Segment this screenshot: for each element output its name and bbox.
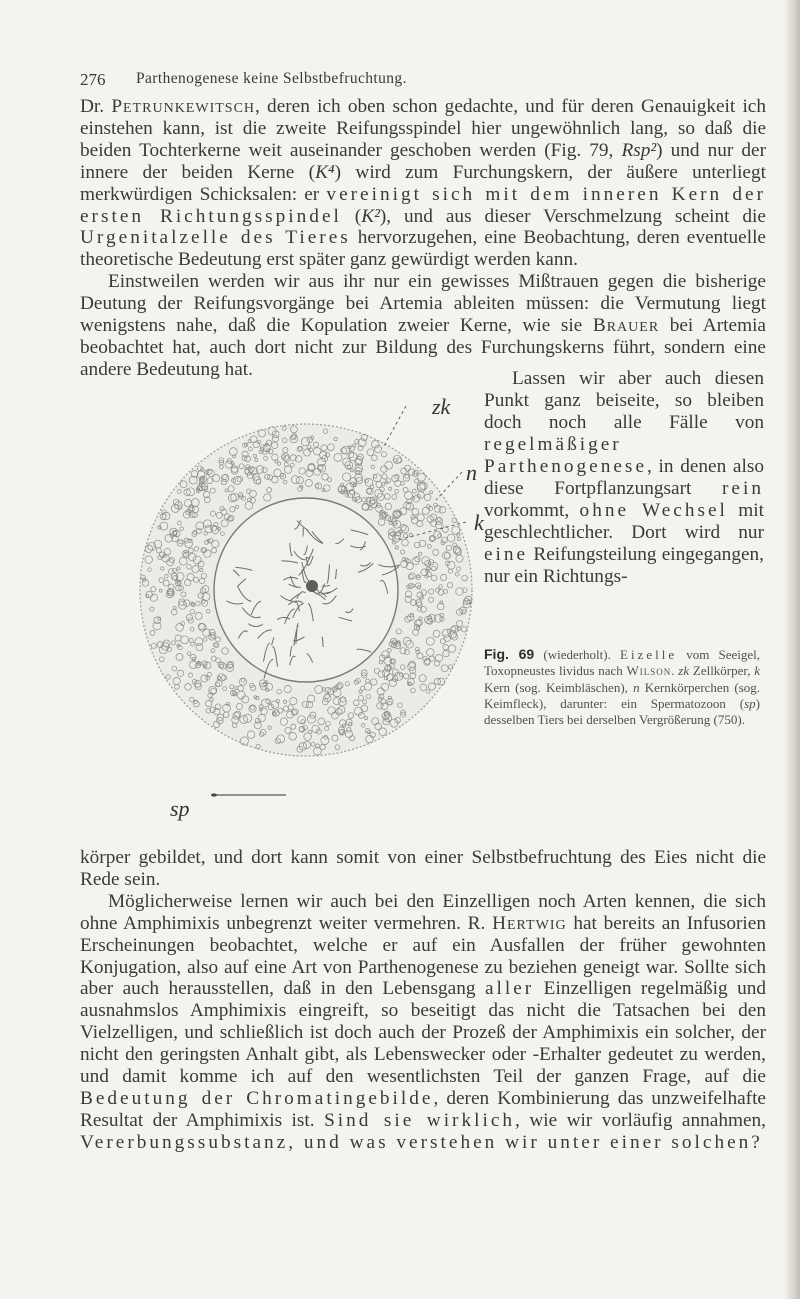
- text-run: k: [754, 663, 760, 679]
- text-run: (: [341, 205, 362, 227]
- spermatozoon-head: [211, 793, 217, 796]
- text-run: Eizelle: [620, 647, 678, 662]
- figure-caption: [484, 646, 760, 728]
- text-run: Rsp²: [621, 139, 657, 161]
- text-run: rein: [722, 478, 764, 499]
- text-run: Dr.: [80, 96, 112, 117]
- text-run: zk: [678, 663, 690, 679]
- text-run: Lassen wir aber auch diesen Punkt ganz beiseite, so bleiben doch noch alle Fälle von: [484, 368, 764, 433]
- text-run: Kernkörperchen (sog. Keimfleck), darunter: ein Spermatozoon (: [484, 679, 761, 711]
- text-run: Einstweilen werden wir aus ihr nur ein gewisses Mißtrauen gegen die bisherige Deutung der Reifungsvorgänge bei Artemia ableiten müssen: die Vermutung liegt wenigstens nahe, daß die Kopulation zweier Kerne, wie sie: [80, 271, 766, 337]
- text-run: Vererbungssubstanz, und was verstehen wir unter einer solchen?: [80, 1131, 763, 1153]
- text-run: Zellkörper,: [689, 663, 755, 679]
- text-run: eine: [484, 544, 529, 565]
- figure-egg-cell: [136, 380, 484, 830]
- text-run: Möglicherweise lernen wir auch bei den Einzelligen noch Arten kennen, die sich ohne Amphimixis unbegrenzt weiter vermehren. R.: [80, 890, 766, 934]
- text-run: (wiederholt).: [534, 647, 620, 662]
- text-run: Kern (sog. Keimbläschen),: [484, 679, 634, 695]
- text-run: , deren Kombinierung das unzweifelhafte Resultat der Amphimixis ist.: [80, 1087, 766, 1131]
- page-number: 276: [80, 70, 106, 89]
- text-run: Bedeutung der Chromatingebilde: [80, 1087, 434, 1109]
- text-run: Petrunkewitsch: [111, 96, 256, 117]
- text-run: sp: [744, 695, 756, 711]
- text-run: .: [671, 663, 679, 679]
- text-run: Reifungsteilung eingegangen, nur ein Richtungs-: [484, 544, 764, 587]
- text-run: K²: [361, 205, 380, 227]
- text-run: Einzelligen regelmäßig und ausnahmslos Amphimixis eingreift, so beseitigt das nicht die Tatsachen bei den Vielzelligen, und schließlich ist doch auch der Prozeß der Amphimixis ein solcher, der nicht den geringsten Anhalt gibt, als Lebenswecker oder -Erhalter gedeutet zu werden, und damit komme ich auf den wesentlichsten Teil der ganzen Frage, auf die: [80, 978, 767, 1088]
- text-run: , wie wir vorläufig annahmen,: [515, 1109, 766, 1131]
- text-run: hervorzugehen, eine Beobachtung, deren eventuelle theoretische Bedeutung erst später ganz gewürdigt werden kann.: [80, 227, 766, 271]
- text-run: mit geschlechtlicher. Dort wird nur: [484, 500, 764, 543]
- text-run: ) wird zum Furchungskern, der äußere unterliegt merkwürdigen Schicksalen: er: [80, 161, 766, 205]
- running-title: Parthenogenese keine Selbstbefruchtung.: [136, 70, 407, 87]
- text-run: Brauer: [592, 315, 660, 337]
- text-run: ) und nur der innere der beiden Kerne (: [80, 139, 766, 183]
- text-block-top: [80, 96, 766, 381]
- text-run: vom Seeigel, Toxopneustes lividus nach: [484, 647, 760, 679]
- paragraph-2: [80, 271, 766, 381]
- text-run: , deren ich oben schon gedachte, und für deren Genauigkeit ich einstehen kann, ist die zweite Reifungsspindel hier ungewöhnlich lang, so daß die beiden Tochterkerne weit auseinander geschoben werden (Fig. 79,: [80, 96, 767, 161]
- nucleus: [214, 498, 398, 682]
- paragraph-1: [80, 96, 766, 271]
- page-spine-shadow: [784, 0, 800, 1299]
- label-sp: sp: [170, 796, 190, 821]
- text-run: bei Artemia beobachtet hat, auch dort nicht zur Bildung des Furchungskerns führt, sondern eine andere Bedeutung hat.: [80, 315, 766, 380]
- text-run: ohne Wechsel: [579, 500, 728, 521]
- label-leader-line: [436, 472, 462, 500]
- text-run: Sind sie wirklich: [324, 1109, 516, 1131]
- text-run: ) desselben Tiers bei derselben Vergrößerung (750).: [484, 695, 760, 728]
- text-run: hat bereits an Infusorien Erscheinungen beobachtet, welche er auf ein Ausfallen der früher gewohnten Konjugation, also auf eine Art von Parthenogenese zu beziehen geneigt war. Sollte sich aber auch herausstellen, daß in den Lebensgang: [80, 912, 766, 1000]
- text-run: vorkommt,: [484, 500, 580, 521]
- text-run: Hertwig: [492, 912, 567, 934]
- text-run: , in denen also diese Fortpflanzungsart: [484, 456, 764, 499]
- paragraph-4: [80, 891, 766, 1154]
- label-leader-line: [384, 406, 406, 446]
- text-run: ), und aus dieser Verschmelzung scheint die: [379, 205, 766, 227]
- text-run: n: [633, 679, 640, 695]
- text-beside-figure: [484, 368, 764, 588]
- label-k: k: [474, 510, 484, 535]
- text-run: K⁴: [315, 161, 335, 183]
- text-run: aller: [484, 978, 535, 1000]
- nucleolus: [306, 580, 318, 592]
- text-run: körper gebildet, und dort kann somit von einer Selbstbefruchtung des Eies nicht die Rede sein.: [80, 847, 766, 890]
- paragraph-3: [484, 368, 764, 588]
- label-zk: zk: [432, 394, 451, 419]
- text-run: Wilson: [626, 663, 672, 679]
- text-run: regelmäßiger Parthenogenese: [484, 434, 647, 477]
- label-n: n: [466, 460, 477, 485]
- text-run: vereinigt sich mit dem inneren Kern der ersten Richtungsspindel: [80, 183, 766, 227]
- figure-caption-label: Fig. 69: [484, 646, 535, 662]
- text-run: Urgenitalzelle des Tieres: [80, 227, 351, 249]
- text-block-bottom: [80, 847, 766, 1154]
- paragraph-3-continued: [80, 847, 766, 891]
- egg-cell-drawing: [140, 406, 472, 797]
